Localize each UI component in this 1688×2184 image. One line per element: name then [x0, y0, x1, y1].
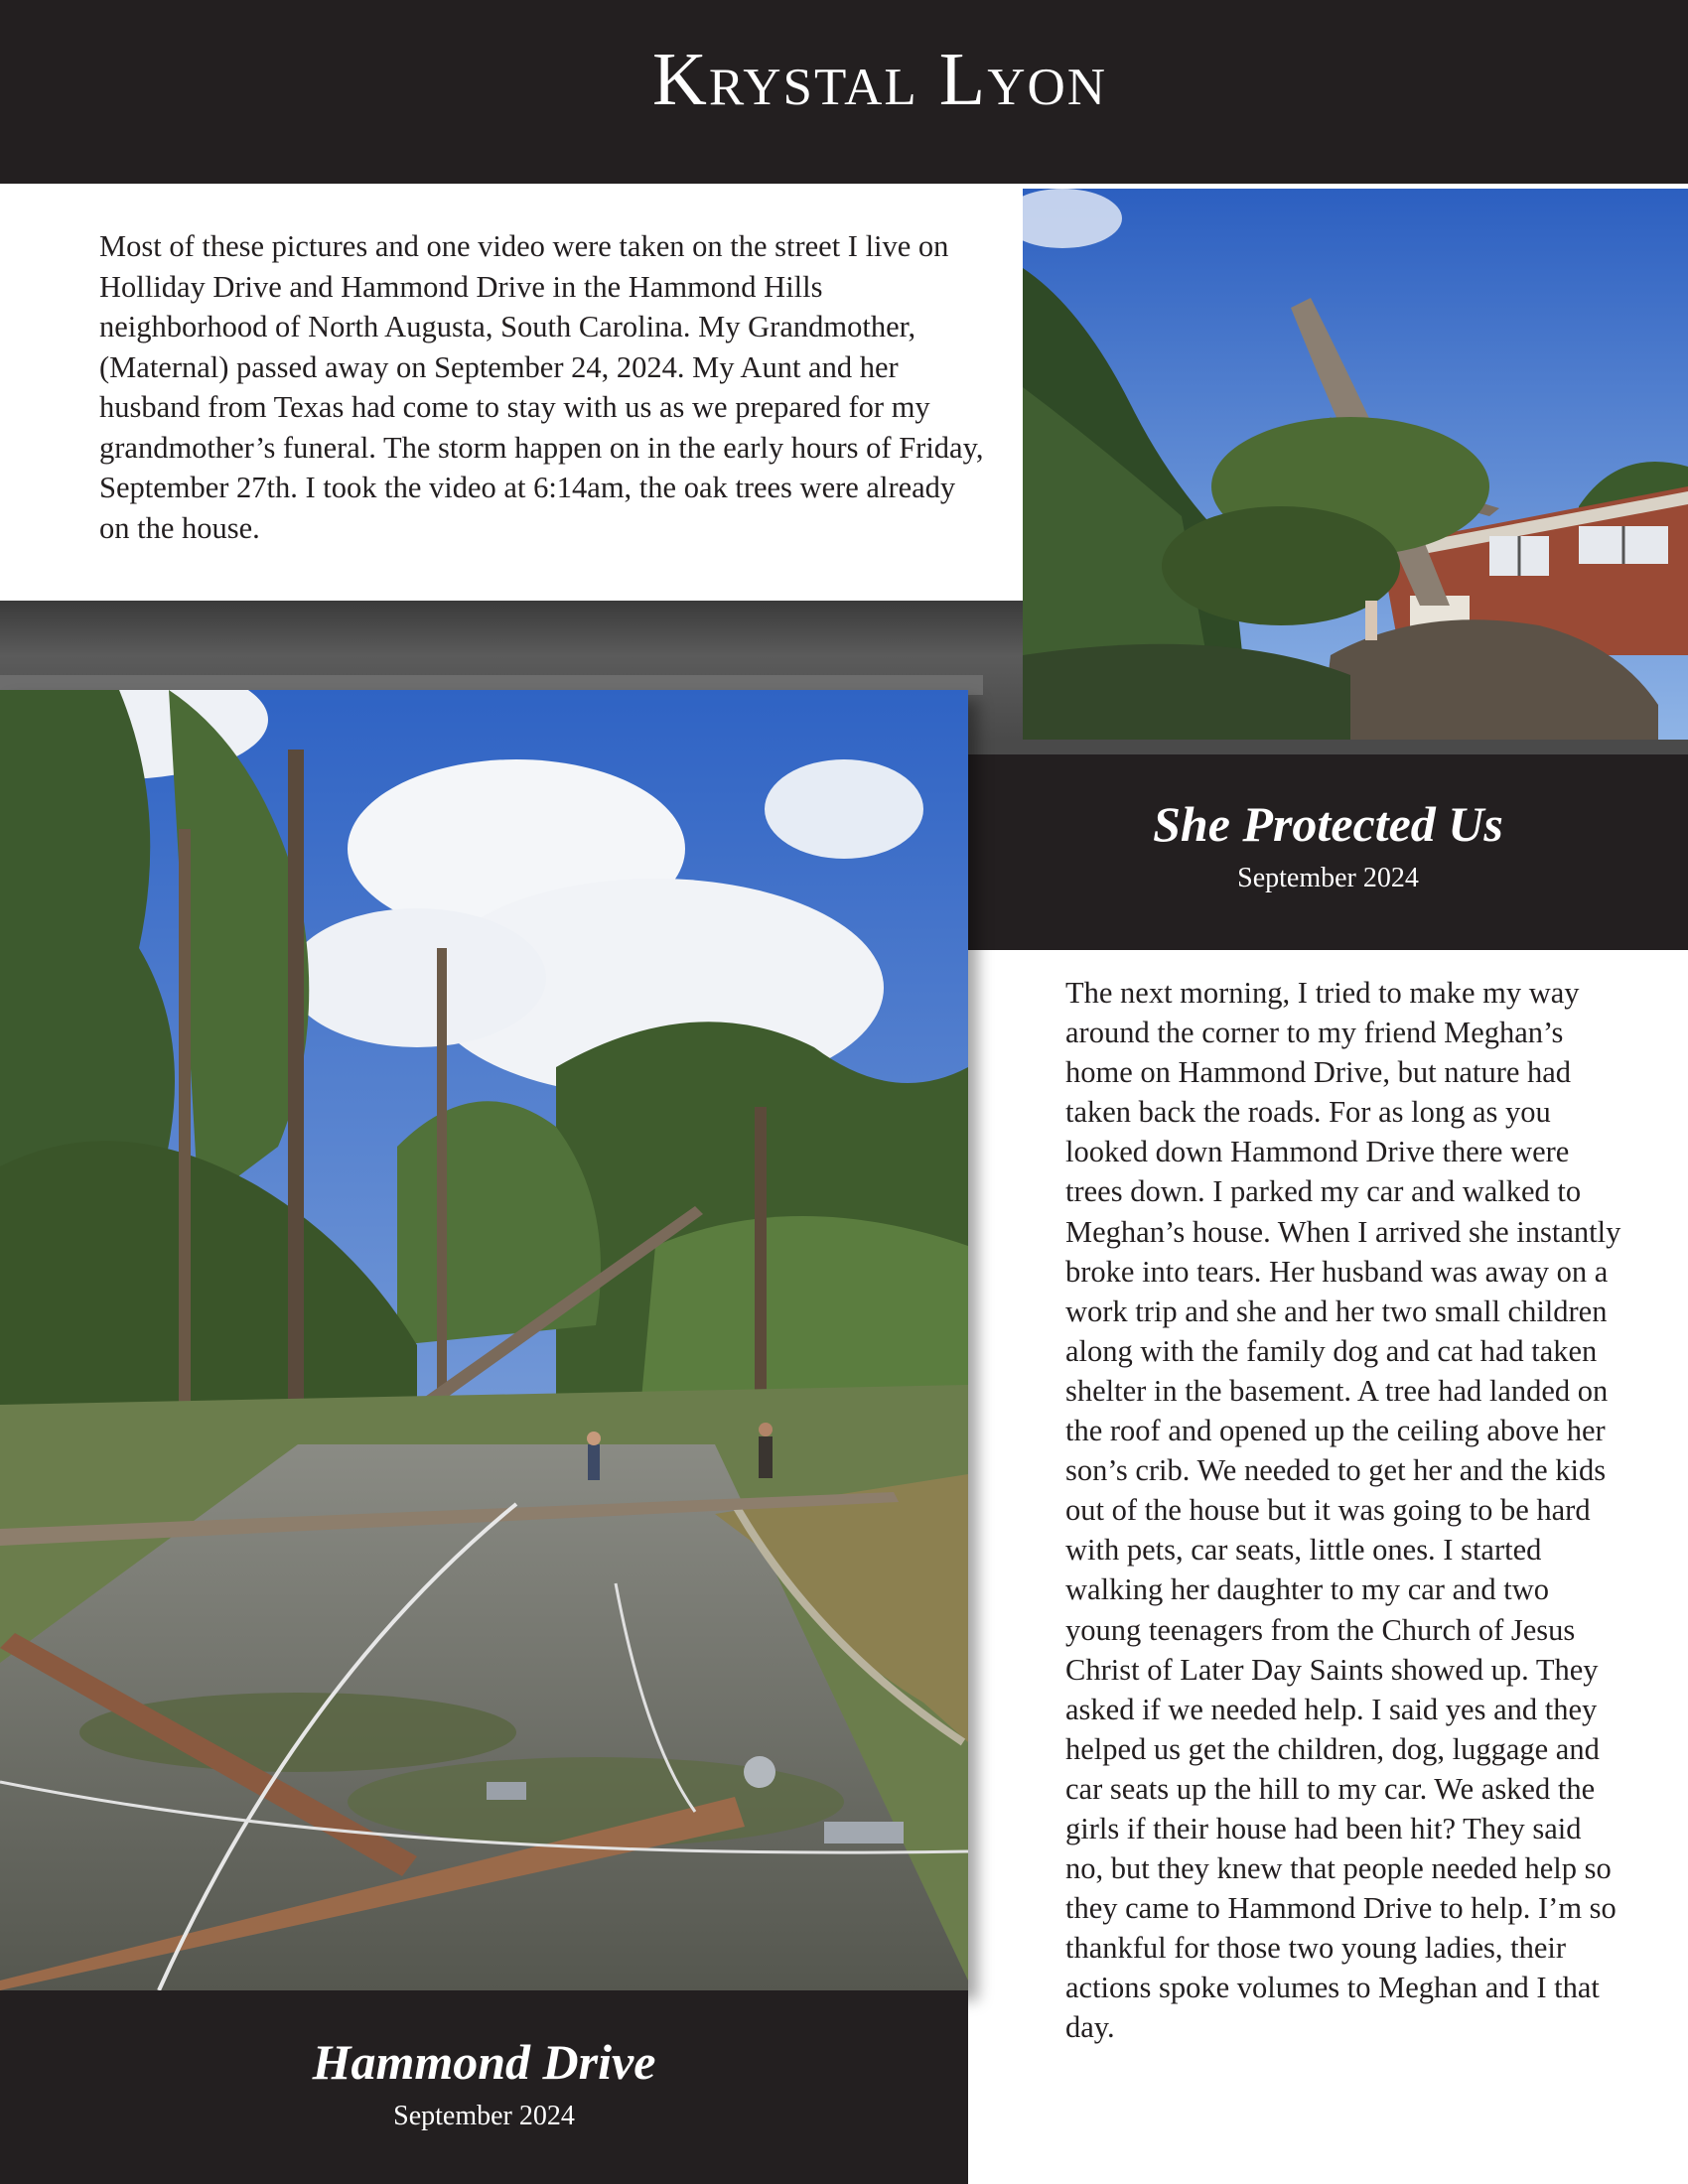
caption-title: Hammond Drive	[312, 2034, 656, 2090]
caption-box-she-protected-us	[968, 754, 1688, 950]
photo-fallen-tree-on-house	[1023, 189, 1688, 740]
story-paragraph: The next morning, I tried to make my way around the corner to my friend Meghan’s home on Hammond Drive, but nature had taken back the roads. For as long as you looked down Hammond Drive there were trees down. I parked my car and walked to Meghan’s house. When I arrived she instantly broke into tears. Her husband was away on a work trip and she and her two small children along with the family dog and cat had taken shelter in the basement. A tree had landed on the roof and opened up the ceiling above her son’s crib. We needed to get her and the kids out of the house but it was going to be hard with pets, car seats, little ones. I started walking her daughter to my car and two young teenagers from the Church of Jesus Christ of Later Day Saints showed up. They asked if we needed help. I said yes and they helped us get the children, dog, luggage and car seats up the hill to my car. We asked the girls if their house had been hit? They said no, but they knew that people needed help so they came to Hammond Drive to help. I’m so thankful for those two young ladies, their actions spoke volumes to Meghan and I that day.	[1065, 976, 1621, 2045]
caption-box-hammond-drive	[0, 1990, 968, 2184]
caption-date: September 2024	[1237, 863, 1419, 893]
caption-date: September 2024	[393, 2101, 575, 2131]
intro-paragraph: Most of these pictures and one video were taken on the street I live on Holliday Drive and Hammond Drive in the Hammond Hills neighborhood of North Augusta, South Carolina. My Grandmother, (Maternal) passed away on September 24, 2024. My Aunt and her husband from Texas had come to stay with us as we prepared for my grandmother’s funeral. The storm happen on in the early hours of Friday, September 27th. I took the video at 6:14am, the oak trees were already on the house.	[99, 229, 984, 545]
caption-title: She Protected Us	[1153, 796, 1503, 852]
page-title: Krystal Lyon	[651, 38, 1108, 121]
photo-hammond-drive	[0, 690, 968, 1990]
